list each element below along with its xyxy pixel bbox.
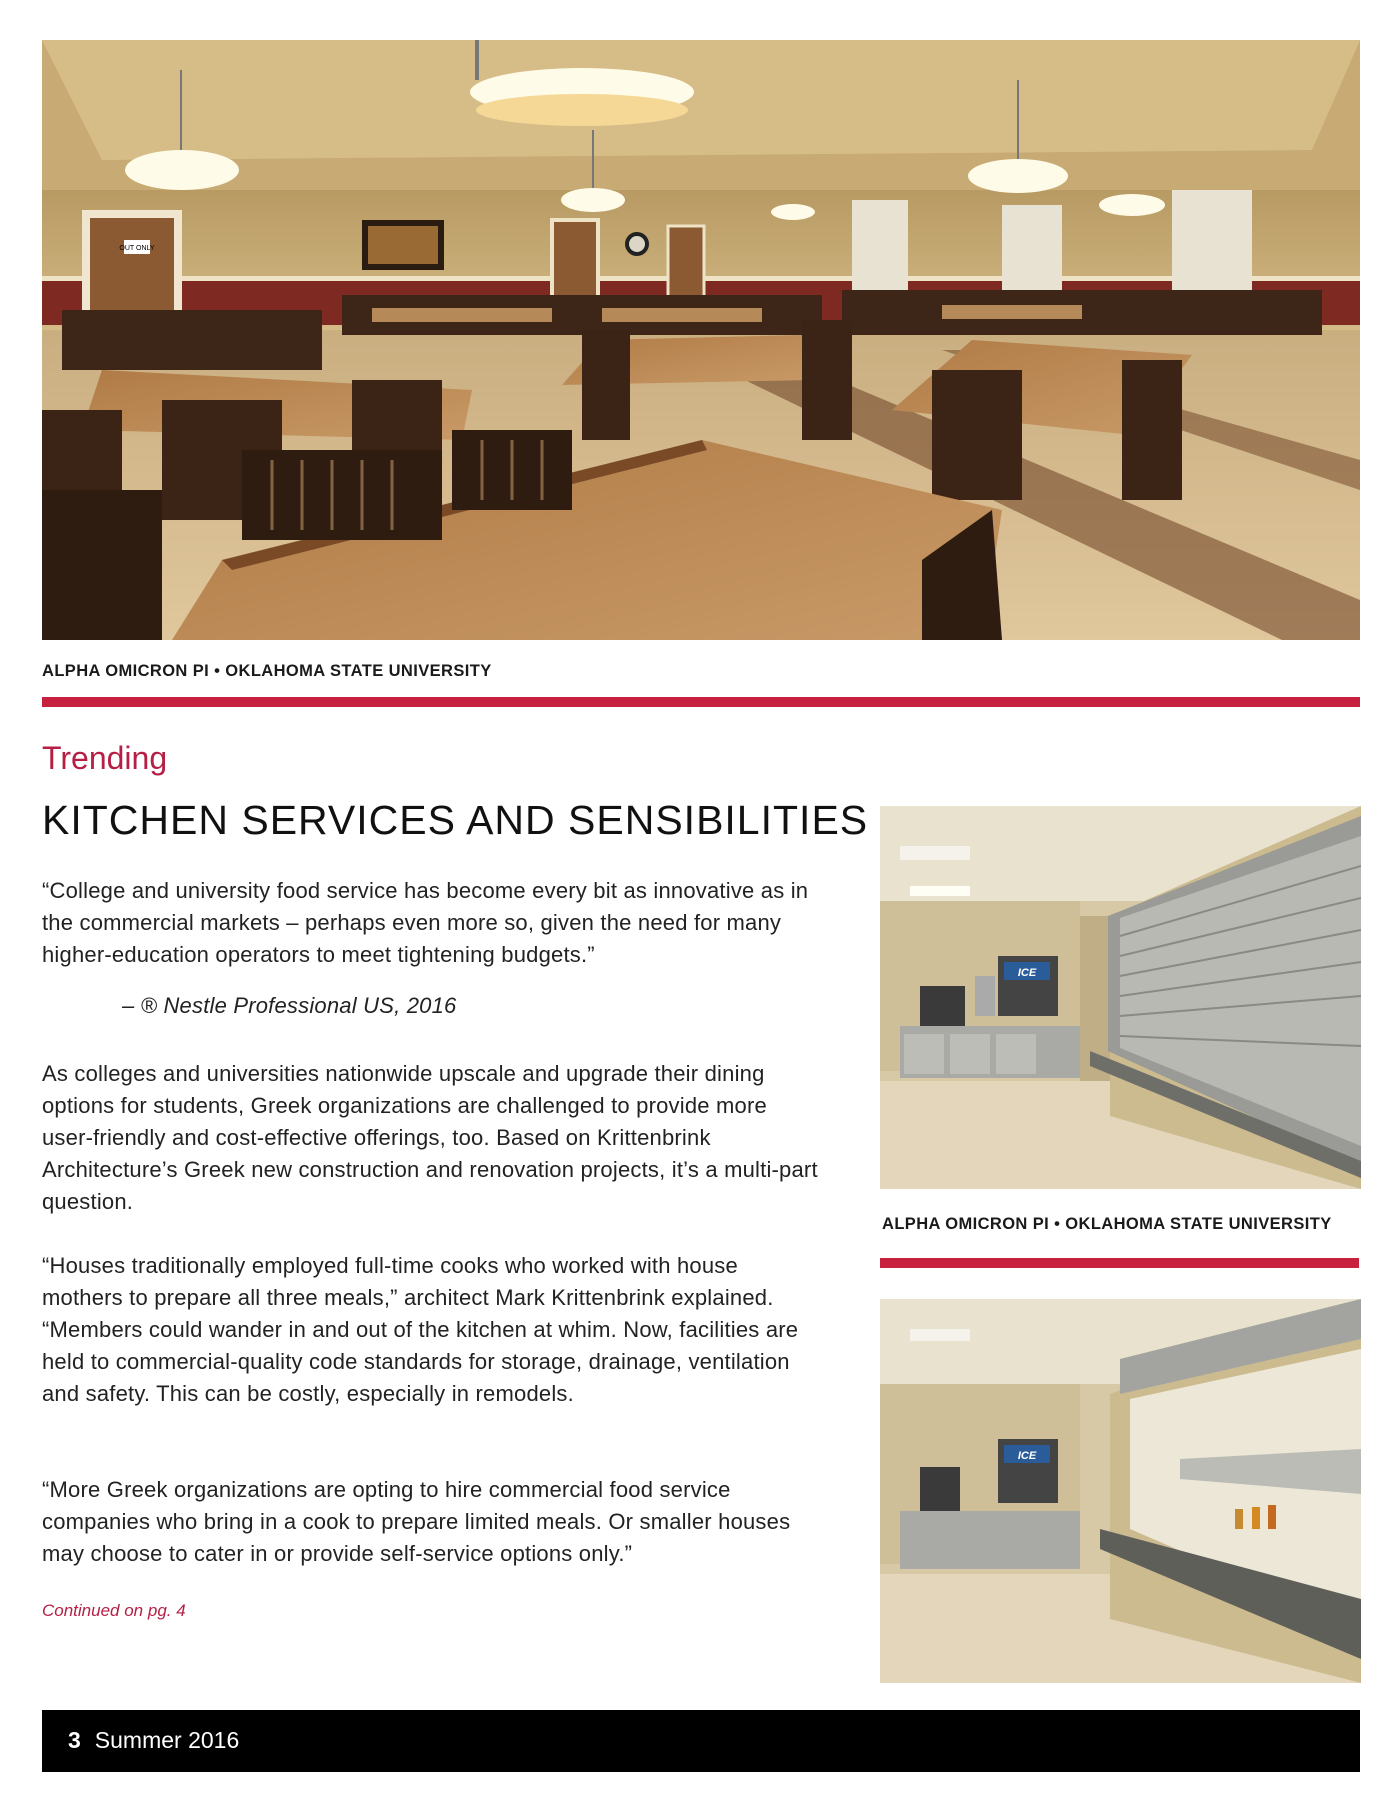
kitchen-servery-photo-open xyxy=(880,1299,1361,1683)
quote-attribution: – ® Nestle Professional US, 2016 xyxy=(122,993,457,1018)
top-divider-rule xyxy=(42,697,1360,707)
body-paragraph-2: “Houses traditionally employed full-time cooks who worked with house mothers to prepare all three meals,” architect Mark Krittenbrink explained. “Members could wander in and out of the kitchen at whim. Now, facilities are held to commercial-quality code standards for storage, drainage, ventilation and safety. This can be costly, especially in remodels. xyxy=(42,1253,799,1406)
continued-link[interactable]: Continued on pg. 4 xyxy=(42,1601,186,1620)
page-footer xyxy=(42,1710,1360,1772)
side-photo-caption: ALPHA OMICRON PI • OKLAHOMA STATE UNIVERSITY xyxy=(882,1215,1332,1233)
body-paragraph-1: As colleges and universities nationwide upscale and upgrade their dining options for students, Greek organizations are challenged to provide more user-friendly and cost-effective offerings, too. Based on Krittenbrink Architecture’s Greek new construction and renovation projects, it’s a multi-part question. xyxy=(42,1061,818,1214)
dining-room-photo xyxy=(42,40,1360,640)
kitchen-servery-photo-closed xyxy=(880,806,1361,1189)
side-divider-rule xyxy=(880,1258,1359,1268)
lead-quote: “College and university food service has become every bit as innovative as in the commercial markets – perhaps even more so, given the need for many higher-education operators to meet tightening budgets.” xyxy=(42,878,809,967)
article-headline: KITCHEN SERVICES AND SENSIBILITIES xyxy=(42,797,869,843)
ice-machine-label-2: ICE xyxy=(1017,1450,1037,1462)
issue-season: Summer 2016 xyxy=(94,1727,240,1753)
top-photo-caption: ALPHA OMICRON PI • OKLAHOMA STATE UNIVERSITY xyxy=(42,662,492,680)
section-kicker: Trending xyxy=(42,740,168,776)
page-number: 3 xyxy=(68,1727,81,1753)
body-paragraph-3: “More Greek organizations are opting to hire commercial food service companies who bring in a cook to prepare limited meals. Or smaller houses may choose to cater in or provide self-service options only.” xyxy=(42,1477,791,1566)
ice-machine-label: ICE xyxy=(1017,967,1037,979)
door-sign: OUT ONLY xyxy=(119,245,155,252)
